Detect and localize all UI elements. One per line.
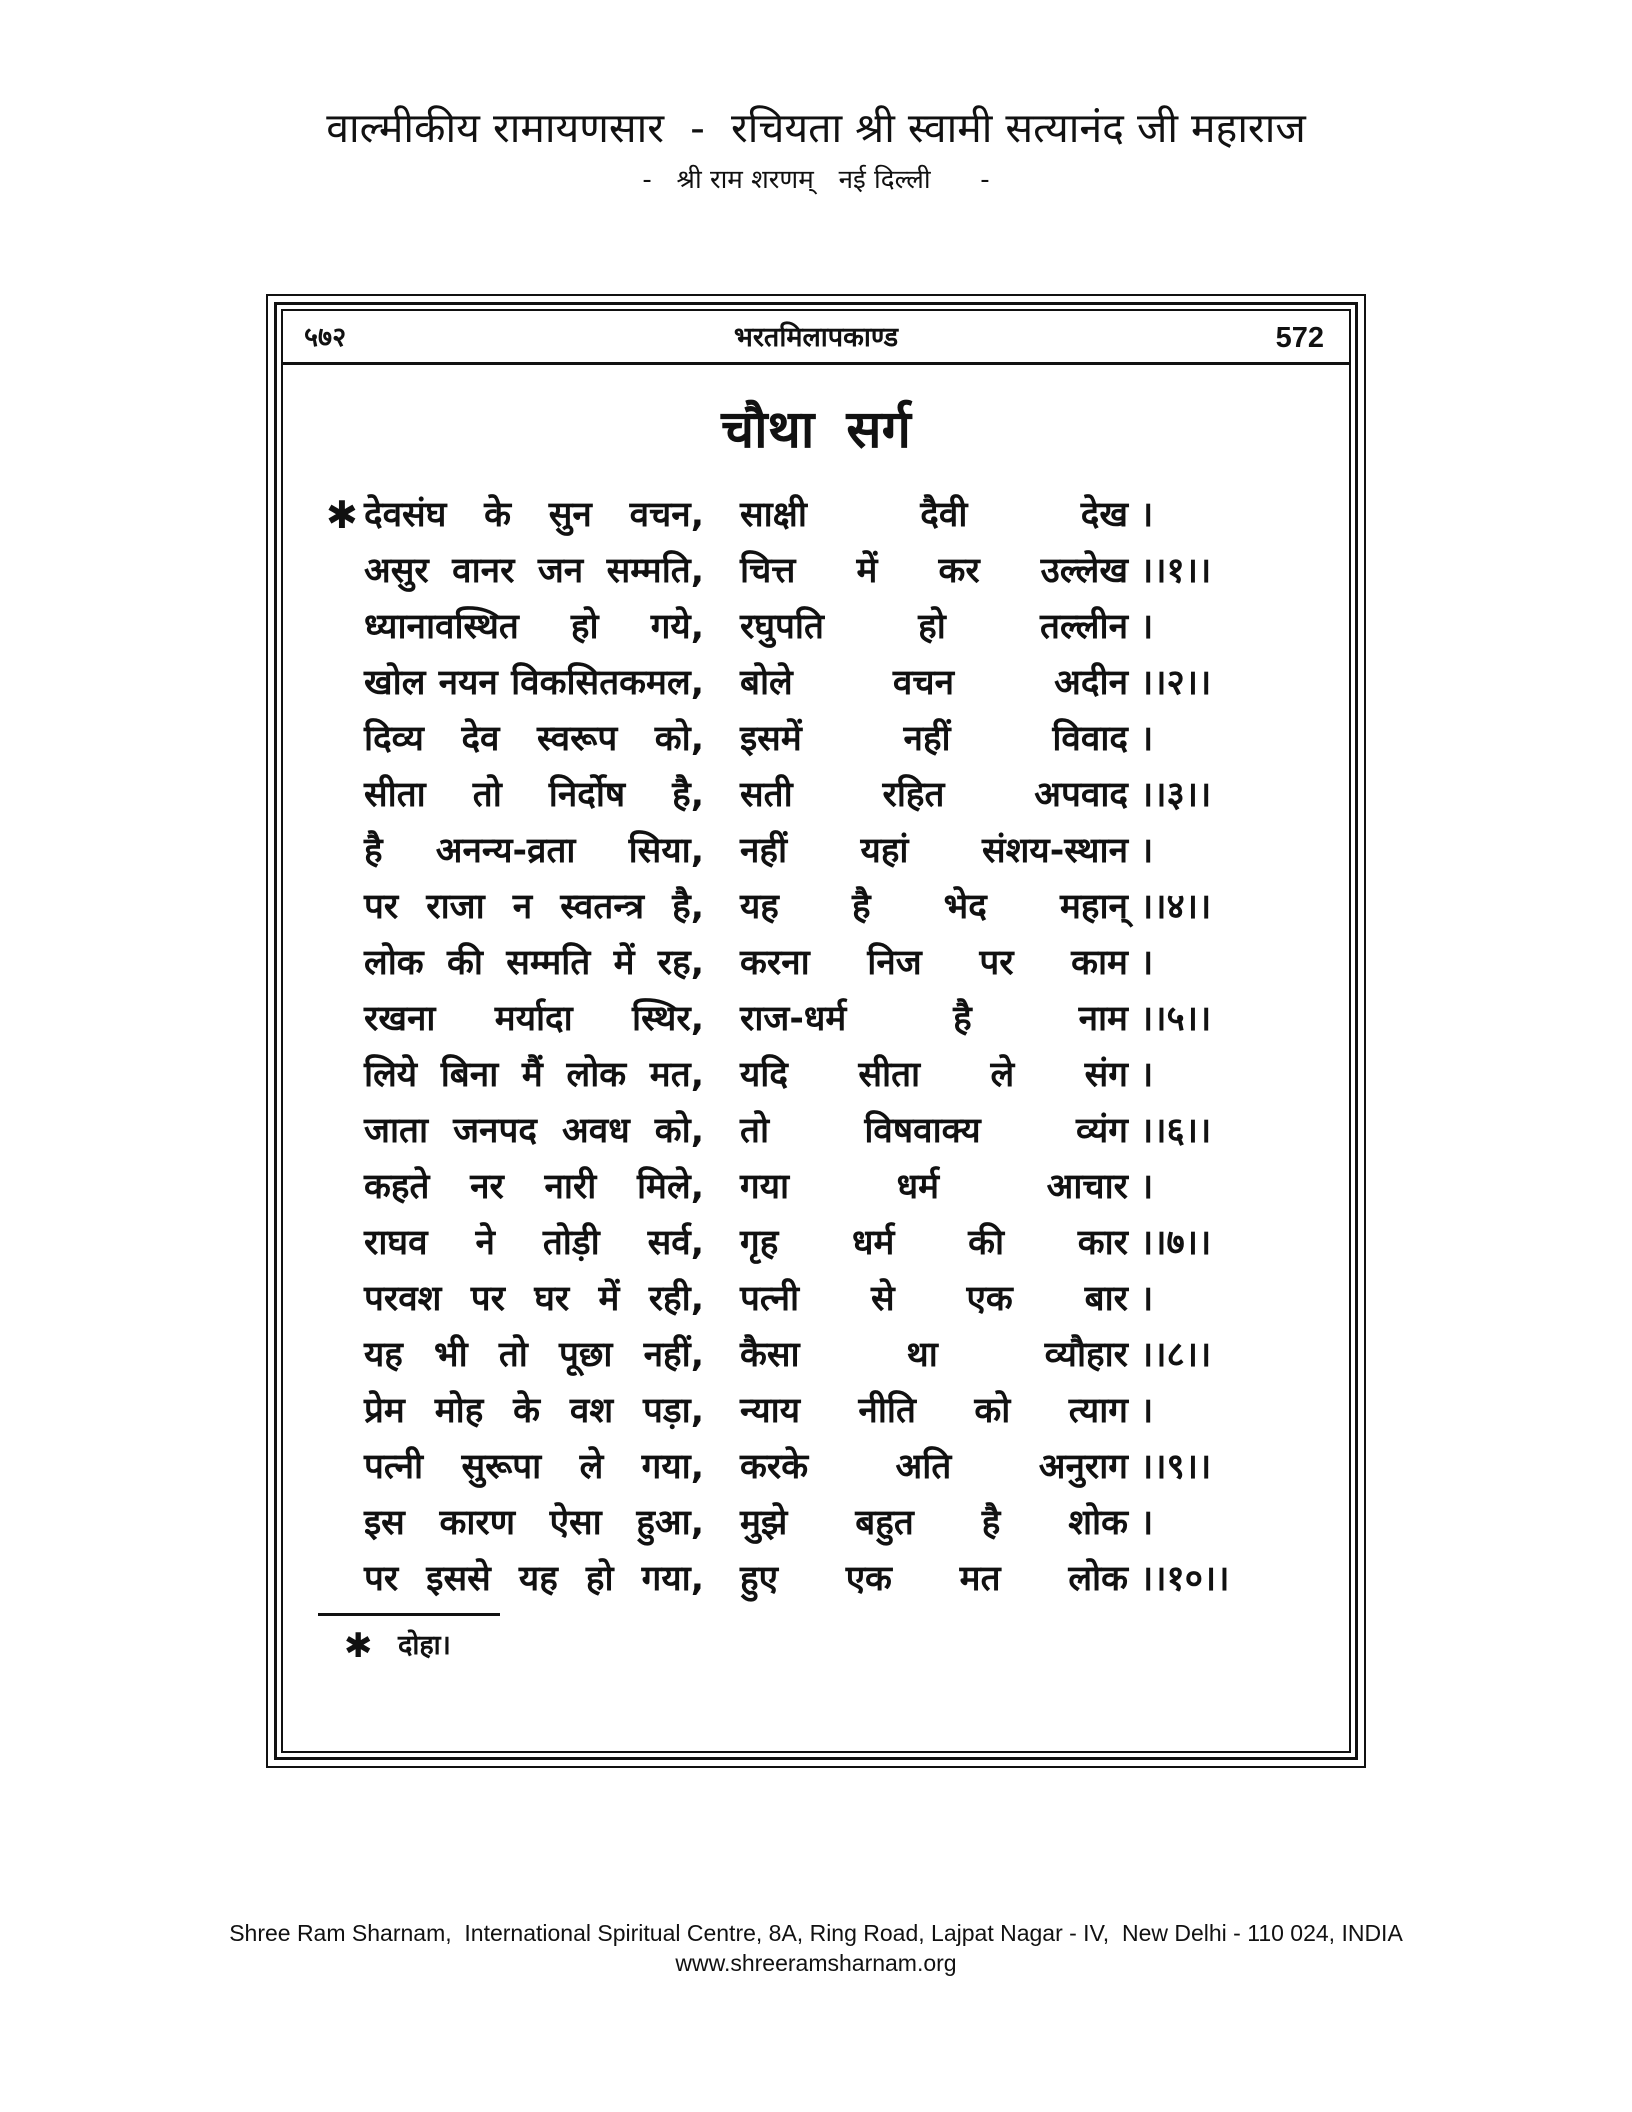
footnote-divider: [318, 1613, 500, 1616]
verse-second-half: कैसा था व्यौहार: [740, 1335, 1128, 1375]
verse-number: ।: [1140, 831, 1154, 871]
chapter-heading: चौथा सर्ग: [721, 400, 911, 460]
verse-line: [0, 935, 1632, 991]
verse-second-half: मुझे बहुत है शोक: [740, 1503, 1128, 1543]
verse-second-half: करके अति अनुराग: [740, 1447, 1128, 1487]
verse-first-half: है अनन्य-व्रता सिया,: [364, 831, 704, 871]
verse-line: [0, 1327, 1632, 1383]
verse-number: ।।४।।: [1140, 887, 1212, 927]
verse-number: ।।१।।: [1140, 551, 1212, 591]
devanagari-page-number: ५७२: [304, 322, 347, 353]
verse-second-half: चित्त में कर उल्लेख: [740, 551, 1128, 591]
verse-second-half: गृह धर्म की कार: [740, 1223, 1128, 1263]
verse-second-half: नहीं यहां संशय-स्थान: [740, 831, 1128, 871]
verse-number: ।।२।।: [1140, 663, 1212, 703]
verse-line: [0, 487, 1632, 543]
verse-line: [0, 1159, 1632, 1215]
document-title: वाल्मीकीय रामायणसार - रचियता श्री स्वामी सत्यानंद जी महाराज: [326, 104, 1306, 152]
verse-line: [0, 543, 1632, 599]
verse-number: ।: [1140, 1279, 1154, 1319]
verse-line: [0, 1495, 1632, 1551]
verse-first-half: लिये बिना मैं लोक मत,: [364, 1055, 704, 1095]
verse-second-half: राज-धर्म है नाम: [740, 999, 1128, 1039]
verse-first-half: देवसंघ के सुन वचन,: [364, 495, 704, 535]
verse-first-half: यह भी तो पूछा नहीं,: [364, 1335, 704, 1375]
verse-line: [0, 711, 1632, 767]
verse-first-half: प्रेम मोह के वश पड़ा,: [364, 1391, 704, 1431]
verse-line: [0, 879, 1632, 935]
verse-number: ।।३।।: [1140, 775, 1212, 815]
verse-number: ।।७।।: [1140, 1223, 1212, 1263]
verse-second-half: पत्नी से एक बार: [740, 1279, 1128, 1319]
verse-first-half: जाता जनपद अवध को,: [364, 1111, 704, 1151]
verse-number: ।: [1140, 607, 1154, 647]
verse-asterisk-icon: ✱: [326, 493, 358, 537]
verse-second-half: हुए एक मत लोक: [740, 1559, 1128, 1599]
verse-line: [0, 1103, 1632, 1159]
verse-line: [0, 1047, 1632, 1103]
verse-second-half: करना निज पर काम: [740, 943, 1128, 983]
verse-first-half: दिव्य देव स्वरूप को,: [364, 719, 704, 759]
kand-name: भरतमिलापकाण्ड: [733, 322, 899, 353]
verse-first-half: सीता तो निर्दोष है,: [364, 775, 704, 815]
footer-address: Shree Ram Sharnam, International Spiritual Centre, 8A, Ring Road, Lajpat Nagar - IV, New Delhi - 110 024, INDIA: [229, 1920, 1403, 1946]
verse-second-half: साक्षी दैवी देख: [740, 495, 1128, 535]
verse-second-half: इसमें नहीं विवाद: [740, 719, 1128, 759]
verse-number: ।।५।।: [1140, 999, 1212, 1039]
verse-second-half: यह है भेद महान्: [740, 887, 1128, 927]
verse-number: ।।८।।: [1140, 1335, 1212, 1375]
verse-second-half: गया धर्म आचार: [740, 1167, 1128, 1207]
verse-number: ।: [1140, 1055, 1154, 1095]
verse-first-half: पर राजा न स्वतन्त्र है,: [364, 887, 704, 927]
verse-line: [0, 823, 1632, 879]
verse-line: [0, 655, 1632, 711]
verse-line: [0, 1215, 1632, 1271]
verse-second-half: बोले वचन अदीन: [740, 663, 1128, 703]
verse-number: ।: [1140, 1503, 1154, 1543]
verse-line: [0, 767, 1632, 823]
verse-number: ।।६।।: [1140, 1111, 1212, 1151]
verse-first-half: पत्नी सुरूपा ले गया,: [364, 1447, 704, 1487]
verse-first-half: राघव ने तोड़ी सर्व,: [364, 1223, 704, 1263]
verse-number: ।: [1140, 495, 1154, 535]
verse-list: [0, 487, 1632, 1607]
footnote-text: दोहा।: [398, 1630, 451, 1661]
verse-first-half: खोल नयन विकसितकमल,: [364, 663, 704, 703]
verse-number: ।: [1140, 943, 1154, 983]
verse-line: [0, 1271, 1632, 1327]
verse-number: ।: [1140, 1391, 1154, 1431]
verse-number: ।।१०।।: [1140, 1559, 1230, 1599]
verse-first-half: असुर वानर जन सम्मति,: [364, 551, 704, 591]
verse-line: [0, 1383, 1632, 1439]
verse-line: [0, 1551, 1632, 1607]
verse-second-half: रघुपति हो तल्लीन: [740, 607, 1128, 647]
header-divider: [281, 362, 1351, 365]
footer-url: www.shreeramsharnam.org: [675, 1950, 957, 1976]
verse-number: ।: [1140, 719, 1154, 759]
verse-first-half: पर इससे यह हो गया,: [364, 1559, 704, 1599]
verse-first-half: लोक की सम्मति में रह,: [364, 943, 704, 983]
footnote-asterisk-icon: ✱: [344, 1626, 373, 1666]
verse-first-half: कहते नर नारी मिले,: [364, 1167, 704, 1207]
verse-first-half: परवश पर घर में रही,: [364, 1279, 704, 1319]
page-number: 572: [1275, 322, 1324, 354]
verse-number: ।।९।।: [1140, 1447, 1212, 1487]
verse-second-half: यदि सीता ले संग: [740, 1055, 1128, 1095]
verse-second-half: न्याय नीति को त्याग: [740, 1391, 1128, 1431]
verse-line: [0, 1439, 1632, 1495]
verse-line: [0, 991, 1632, 1047]
verse-first-half: ध्यानावस्थित हो गये,: [364, 607, 704, 647]
document-subtitle: - श्री राम शरणम् नई दिल्ली -: [642, 165, 990, 195]
verse-second-half: सती रहित अपवाद: [740, 775, 1128, 815]
verse-first-half: रखना मर्यादा स्थिर,: [364, 999, 704, 1039]
verse-first-half: इस कारण ऐसा हुआ,: [364, 1503, 704, 1543]
verse-number: ।: [1140, 1167, 1154, 1207]
verse-line: [0, 599, 1632, 655]
verse-second-half: तो विषवाक्य व्यंग: [740, 1111, 1128, 1151]
